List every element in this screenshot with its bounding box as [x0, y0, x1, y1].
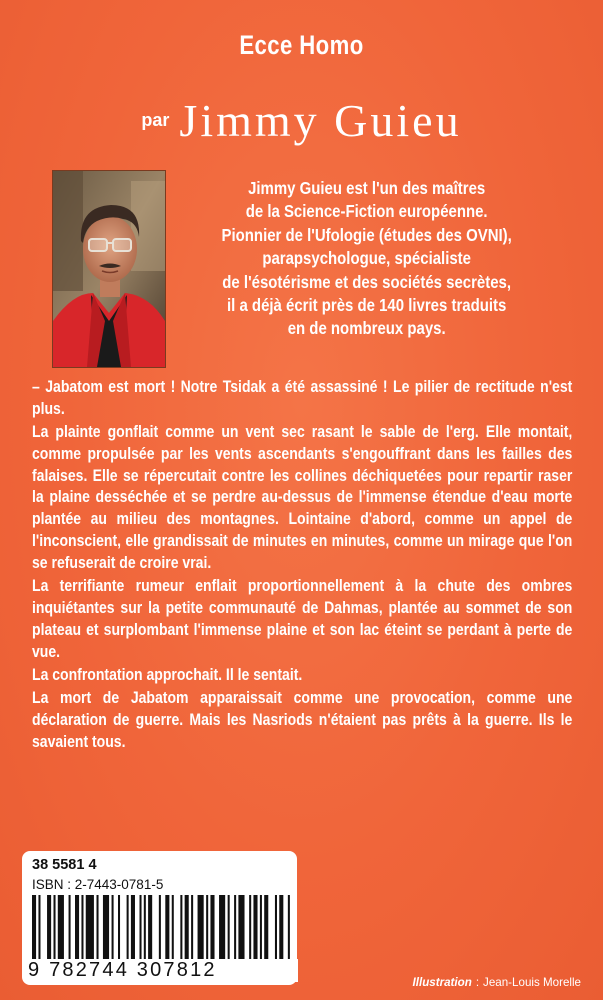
barcode-bar	[127, 895, 129, 965]
barcode-bar	[234, 895, 236, 965]
barcode-bar	[191, 895, 193, 965]
barcode-bar	[144, 895, 146, 965]
barcode-bar	[103, 895, 109, 965]
barcode-bar	[47, 895, 51, 965]
barcode-panel	[22, 851, 297, 985]
barcode-bar	[198, 895, 204, 965]
illustration-credit	[413, 976, 581, 989]
bio-line: Jimmy Guieu est l'un des maîtres	[248, 178, 486, 198]
barcode-icon	[32, 895, 290, 965]
barcode-bar	[38, 895, 40, 965]
bio-line: en de nombreux pays.	[287, 318, 446, 339]
barcode-bar	[58, 895, 64, 965]
barcode-bar	[86, 895, 94, 965]
book-title: Ecce Homo	[239, 30, 364, 60]
author-name: Jimmy Guieu	[179, 95, 462, 146]
isbn-text: ISBN : 2-7443-0781-5	[32, 877, 164, 892]
bio-line: il a déjà écrit près de 140 livres traduits	[226, 295, 507, 316]
barcode-bar	[118, 895, 120, 965]
barcode-bar	[148, 895, 152, 965]
barcode-bar	[165, 895, 169, 965]
barcode-bar	[54, 895, 56, 965]
barcode-bar	[279, 895, 283, 965]
barcode-bar	[264, 895, 268, 965]
excerpt-paragraph: La terrifiante rumeur enflait proportionnellement à la chute des ombres inquiétantes sur la petite communauté de Dahmas, plantée au sommet de son plateau et surplombant l'immense plaine et son lac éteint se perdant à perte de vue.	[32, 576, 573, 661]
book-excerpt	[32, 376, 572, 753]
barcode-bar	[131, 895, 135, 965]
author-bio	[168, 177, 565, 341]
bio-line: Pionnier de l'Ufologie (études des OVNI),	[221, 224, 512, 245]
barcode-bar	[32, 895, 36, 965]
barcode-bar	[81, 895, 83, 965]
barcode-bar	[97, 895, 99, 965]
barcode-bar	[180, 895, 182, 965]
barcode-bar	[275, 895, 277, 965]
credit-label: Illustration	[412, 976, 472, 989]
barcode-bar	[288, 895, 290, 965]
author-portrait-image	[53, 171, 165, 367]
barcode-bar	[172, 895, 174, 965]
barcode-bar	[159, 895, 161, 965]
bio-line: de la Science-Fiction européenne.	[245, 201, 488, 222]
author-portrait	[52, 170, 166, 368]
catalog-code: 38 5581 4	[32, 857, 97, 873]
barcode-bar	[228, 895, 230, 965]
barcode-bar	[238, 895, 244, 965]
credit-name: Jean-Louis Morelle	[483, 976, 581, 989]
barcode-bar	[75, 895, 79, 965]
barcode-bar	[140, 895, 142, 965]
barcode-bar	[253, 895, 257, 965]
excerpt-paragraph: La plainte gonflait comme un vent sec rasant le sable de l'erg. Elle montait, comme propulsée par les vents ascendants s'engouffrant dans les failles des falaises. Elle se répercutait contre les collines déchiquetées pour repartir raser la plaine desséchée et se perdre au-dessus de l'immense étendue d'eau morte plantée au milieu des montagnes. Lointaine d'abord, comme un appel de l'inconscient, elle grandissait de minutes en minutes, comme un mirage que l'on se refuserait de croire vrai.	[32, 422, 573, 572]
author-prefix: par	[141, 110, 170, 130]
credit-separator: :	[475, 976, 480, 989]
excerpt-paragraph: – Jabatom est mort ! Notre Tsidak a été assassiné ! Le pilier de rectitude n'est plus.	[32, 377, 573, 418]
barcode-bar	[249, 895, 251, 965]
ean-digits: 9 782744 307812	[26, 959, 298, 982]
bio-line: de l'ésotérisme et des sociétés secrètes,	[222, 271, 512, 292]
barcode-bar	[185, 895, 189, 965]
author-line	[0, 94, 603, 147]
excerpt-paragraph: La mort de Jabatom apparaissait comme une provocation, comme une déclaration de guerre. Mais les Nasriods n'étaient pas prêts à la guerre. Ils le savaient tous.	[32, 688, 573, 751]
barcode-bar	[206, 895, 208, 965]
barcode-bar	[210, 895, 214, 965]
barcode-bar	[69, 895, 71, 965]
barcode-bar	[112, 895, 114, 965]
barcode-bar	[219, 895, 225, 965]
excerpt-paragraph: La confrontation approchait. Il le sentait.	[32, 664, 303, 684]
barcode-bar	[260, 895, 262, 965]
bio-line: parapsychologue, spécialiste	[262, 248, 471, 269]
